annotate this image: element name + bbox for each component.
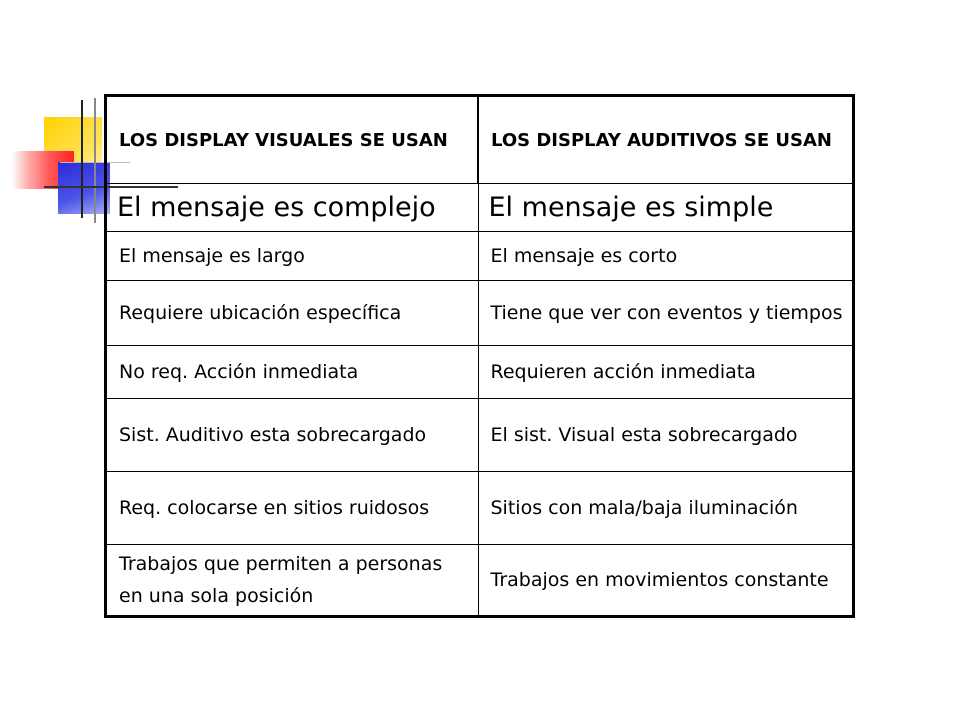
table-row [106,472,854,545]
table-cell-auditory: El sist. Visual esta sobrecargado [478,399,854,472]
table-row [106,184,854,232]
table-row [106,399,854,472]
table-cell-visual: Req. colocarse en sitios ruidosos [106,472,479,545]
comparison-table [104,94,855,618]
header-visual-displays: LOS DISPLAY VISUALES SE USAN [106,96,479,184]
table-cell-auditory: Tiene que ver con eventos y tiempos [478,281,854,346]
table-cell-auditory: Requieren acción inmediata [478,346,854,399]
table-cell-visual: Sist. Auditivo esta sobrecargado [106,399,479,472]
table-cell-visual: El mensaje es largo [106,232,479,281]
decorative-blue-square [58,162,110,214]
header-auditory-displays: LOS DISPLAY AUDITIVOS SE USAN [478,96,854,184]
table-row [106,281,854,346]
decorative-line [81,100,83,218]
table-cell-auditory: Trabajos en movimientos constante [478,545,854,617]
table-cell-auditory: El mensaje es corto [478,232,854,281]
table-row [106,232,854,281]
decorative-line [94,98,96,223]
table-cell-visual: Requiere ubicación específica [106,281,479,346]
table-cell-auditory: El mensaje es simple [478,184,854,232]
table-row [106,346,854,399]
table-cell-auditory: Sitios con mala/baja iluminación [478,472,854,545]
table-cell-visual: El mensaje es complejo [106,184,479,232]
table-cell-visual: No req. Acción inmediata [106,346,479,399]
table-row [106,545,854,617]
table-header-row [106,96,854,184]
table-cell-visual: Trabajos que permiten a personas en una sola posición [106,545,479,617]
